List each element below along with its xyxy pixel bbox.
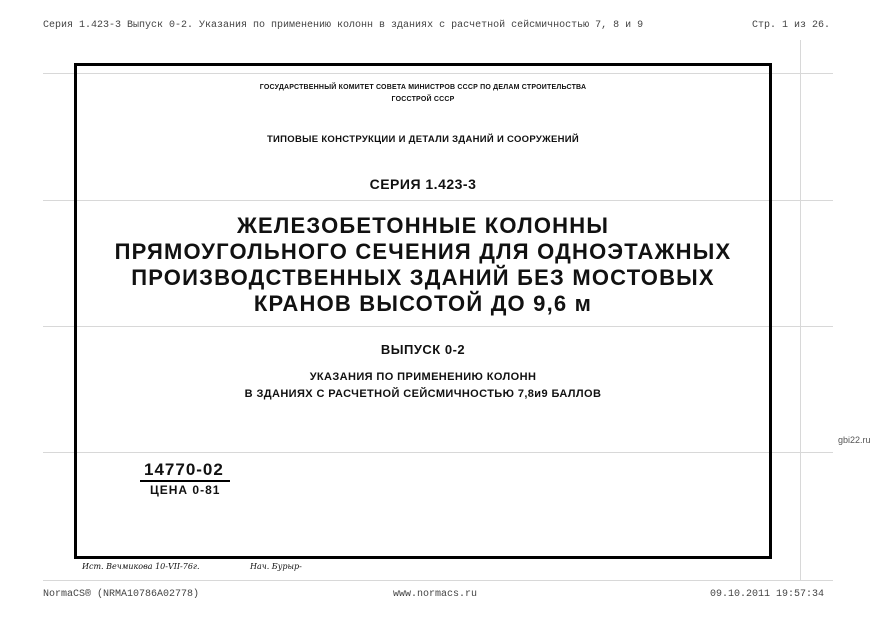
guide-line bbox=[800, 40, 801, 580]
main-title-line-3: ПРОИЗВОДСТВЕННЫХ ЗДАНИЙ БЕЗ МОСТОВЫХ bbox=[131, 265, 715, 290]
code-underline bbox=[140, 480, 230, 482]
org-line-2: ГОССТРОЙ СССР bbox=[391, 96, 455, 103]
header-page-number: Стр. 1 из 26. bbox=[752, 20, 831, 31]
org-line-1: ГОСУДАРСТВЕННЫЙ КОМИТЕТ СОВЕТА МИНИСТРОВ СССР ПО ДЕЛАМ СТРОИТЕЛЬСТВА bbox=[259, 84, 587, 91]
guide-line bbox=[43, 580, 833, 581]
signature-right: Нач. Бурыр- bbox=[250, 562, 302, 571]
signature-left: Ист. Вечмикова 10-VII-76г. bbox=[82, 562, 200, 571]
series-title: СЕРИЯ 1.423-3 bbox=[369, 176, 477, 192]
footer-timestamp: 09.10.2011 19:57:34 bbox=[710, 589, 825, 600]
header-title: Серия 1.423-3 Выпуск 0-2. Указания по применению колонн в зданиях с расчетной сейсмичностью 7, 8 и 9 bbox=[43, 20, 644, 31]
issue-title: ВЫПУСК 0-2 bbox=[380, 342, 466, 357]
price-label: ЦЕНА 0-81 bbox=[150, 483, 221, 497]
footer-left: NormaCS® (NRMA10786A02778) bbox=[43, 589, 200, 600]
description-line-2: В ЗДАНИЯХ С РАСЧЕТНОЙ СЕЙСМИЧНОСТЬЮ 7,8и9 БАЛЛОВ bbox=[244, 388, 602, 400]
description-line-1: УКАЗАНИЯ ПО ПРИМЕНЕНИЮ КОЛОНН bbox=[309, 371, 537, 383]
main-title-line-4: КРАНОВ ВЫСОТОЙ ДО 9,6 м bbox=[253, 291, 593, 316]
side-watermark: gbi22.ru bbox=[838, 435, 871, 445]
main-title-line-1: ЖЕЛЕЗОБЕТОННЫЕ КОЛОННЫ bbox=[236, 213, 610, 238]
main-title-line-2: ПРЯМОУГОЛЬНОГО СЕЧЕНИЯ ДЛЯ ОДНОЭТАЖНЫХ bbox=[114, 239, 732, 264]
footer-url-link[interactable]: www.normacs.ru bbox=[393, 589, 478, 600]
category-line: ТИПОВЫЕ КОНСТРУКЦИИ И ДЕТАЛИ ЗДАНИЙ И СООРУЖЕНИЙ bbox=[266, 134, 580, 145]
document-code: 14770-02 bbox=[144, 460, 224, 479]
